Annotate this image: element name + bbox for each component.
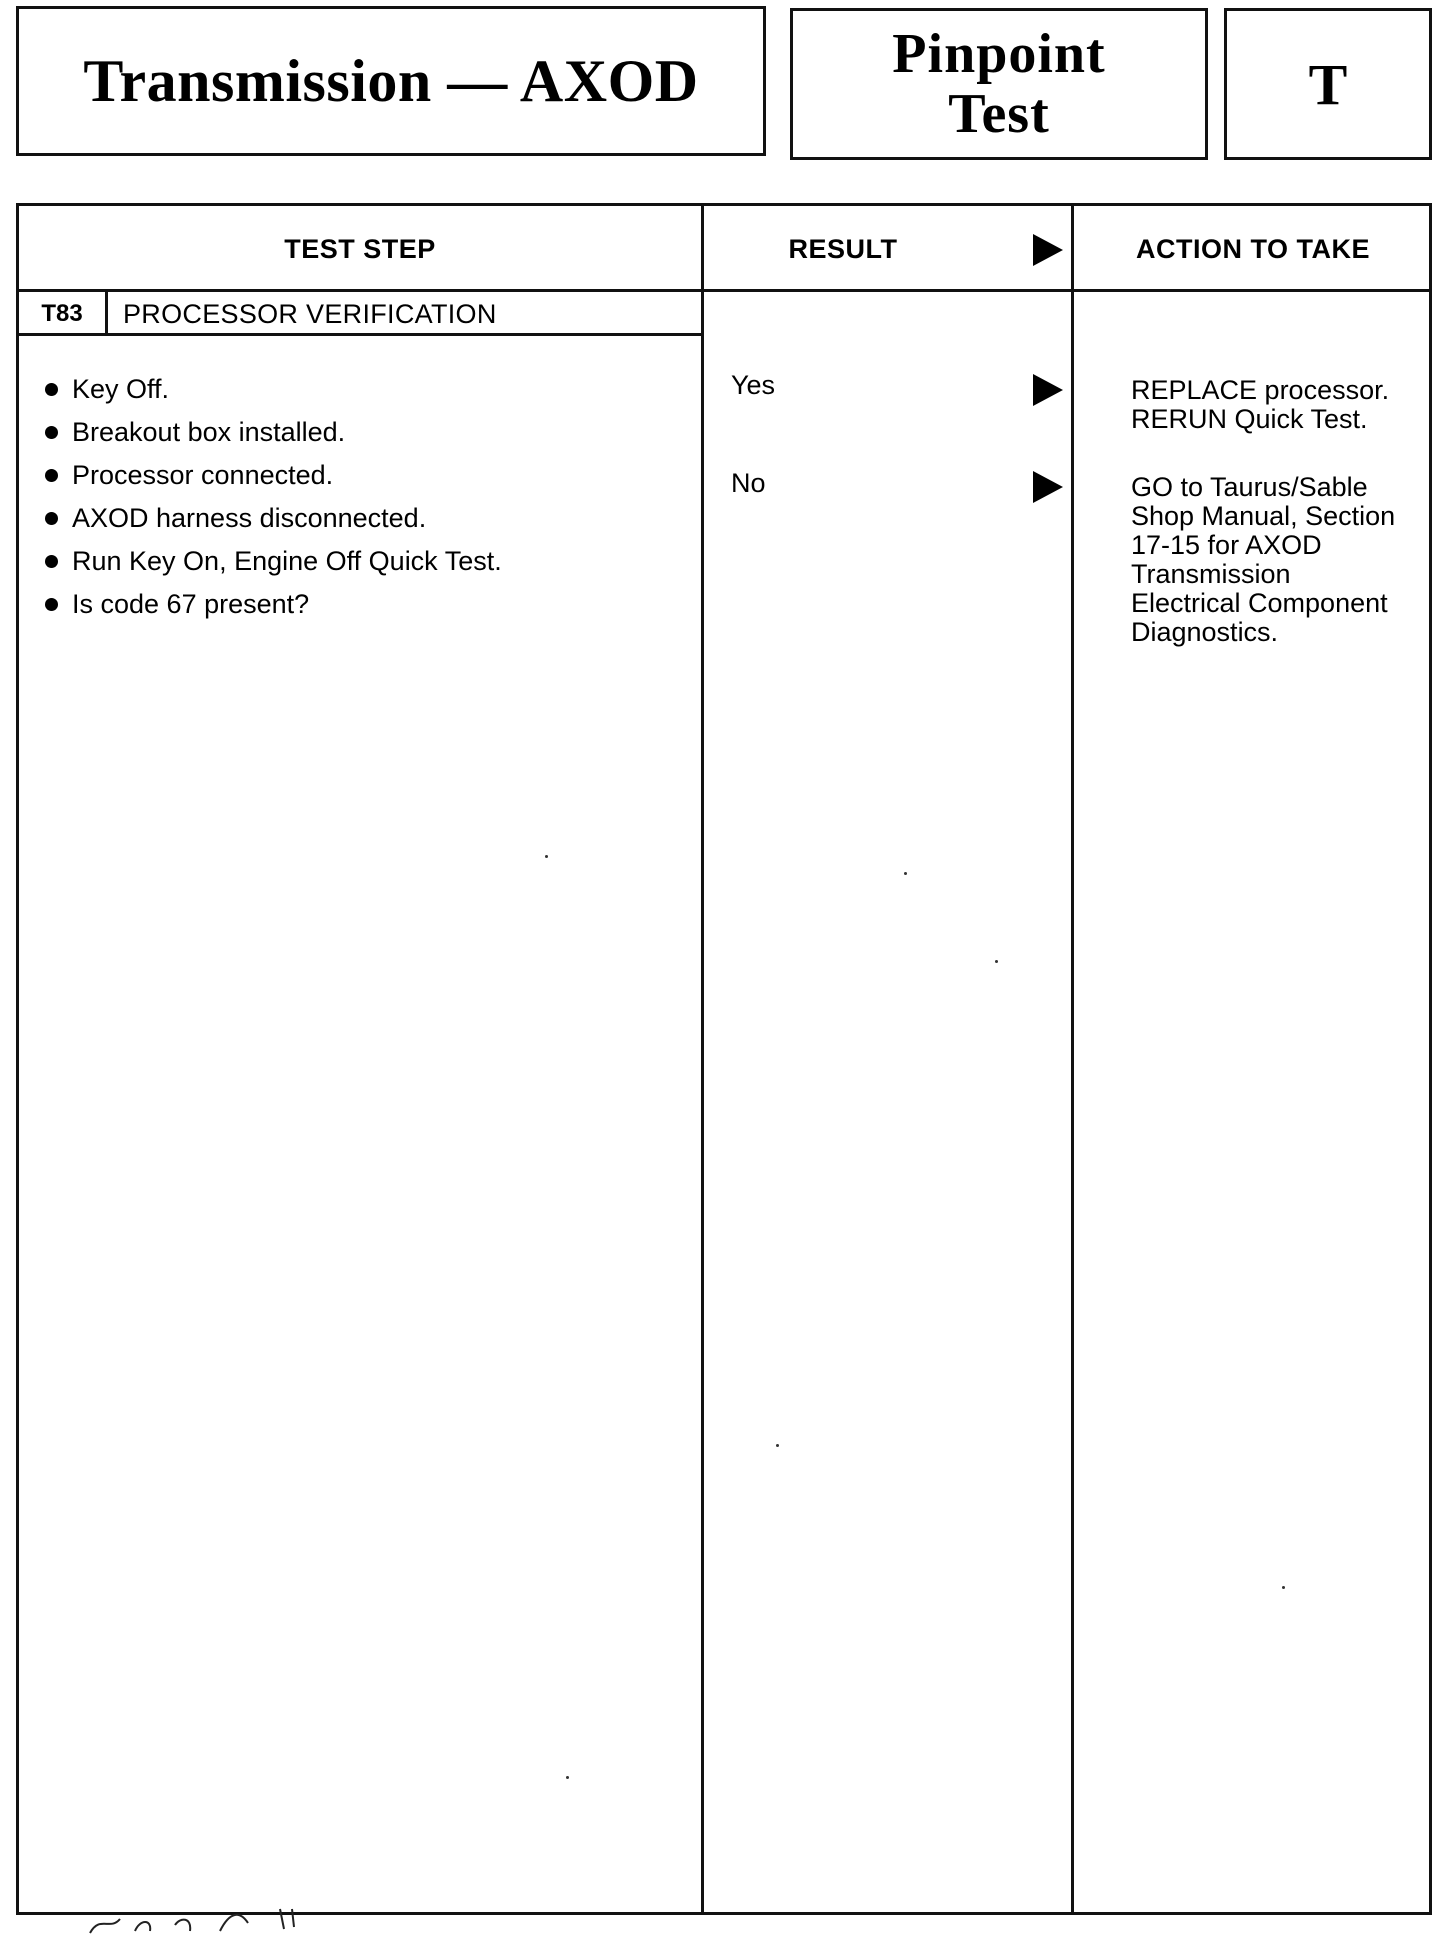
pinpoint-test-label (892, 24, 1105, 144)
action-line: 17-15 for AXOD (1131, 530, 1322, 560)
result-no-arrow-icon (1033, 471, 1063, 503)
result-yes: Yes (731, 370, 776, 400)
section-letter: T (1308, 51, 1348, 117)
list-item (45, 454, 502, 497)
pinpoint-line-2: Test (948, 83, 1050, 145)
step-text: Is code 67 present? (72, 589, 310, 619)
bullet-icon (45, 555, 58, 568)
step-title: PROCESSOR VERIFICATION (123, 298, 497, 329)
step-text: Run Key On, Engine Off Quick Test. (72, 546, 502, 576)
test-step-list (45, 368, 502, 626)
scan-speck (995, 960, 998, 963)
action-line: REPLACE processor. (1131, 375, 1390, 405)
action-line: Diagnostics. (1131, 617, 1279, 647)
list-item (45, 497, 502, 540)
scan-speck (566, 1776, 569, 1779)
bullet-icon (45, 469, 58, 482)
scan-speck (776, 1444, 779, 1447)
step-text: Key Off. (72, 374, 170, 404)
column-header-action: ACTION TO TAKE (1136, 233, 1370, 264)
action-line: Transmission (1131, 559, 1291, 589)
pinpoint-test-box (790, 8, 1208, 160)
step-text: Breakout box installed. (72, 417, 346, 447)
step-id: T83 (41, 300, 83, 327)
list-item (45, 583, 502, 626)
column-divider-result-action (1071, 206, 1074, 1912)
scan-speck (1282, 1586, 1285, 1589)
action-line: RERUN Quick Test. (1131, 404, 1368, 434)
result-no: No (731, 468, 766, 498)
bullet-icon (45, 426, 58, 439)
scan-speck (545, 855, 548, 858)
step-text: Processor connected. (72, 460, 334, 490)
action-line: Shop Manual, Section (1131, 501, 1396, 531)
column-header-result-label: RESULT (788, 233, 898, 264)
action-line: GO to Taurus/Sable (1131, 472, 1368, 502)
scan-speck (904, 872, 907, 875)
section-box (1224, 8, 1432, 160)
handwritten-mark (80, 1905, 320, 1935)
action-no (1131, 473, 1395, 647)
list-item (45, 411, 502, 454)
header-arrow-icon (1033, 234, 1063, 266)
action-line: Electrical Component (1131, 588, 1388, 618)
action-yes (1131, 376, 1389, 434)
document-title: Transmission — AXOD (83, 47, 699, 114)
title-box (16, 6, 766, 156)
list-item (45, 368, 502, 411)
column-divider-step-result (701, 206, 704, 1912)
column-header-result (705, 206, 1071, 292)
bullet-icon (45, 383, 58, 396)
pinpoint-line-1: Pinpoint (892, 23, 1106, 85)
list-item (45, 540, 502, 583)
column-header-test-step: TEST STEP (284, 233, 436, 264)
bullet-icon (45, 598, 58, 611)
bullet-icon (45, 512, 58, 525)
step-text: AXOD harness disconnected. (72, 503, 427, 533)
result-yes-arrow-icon (1033, 374, 1063, 406)
step-id-divider (105, 292, 108, 336)
pinpoint-test-table (16, 203, 1432, 1915)
